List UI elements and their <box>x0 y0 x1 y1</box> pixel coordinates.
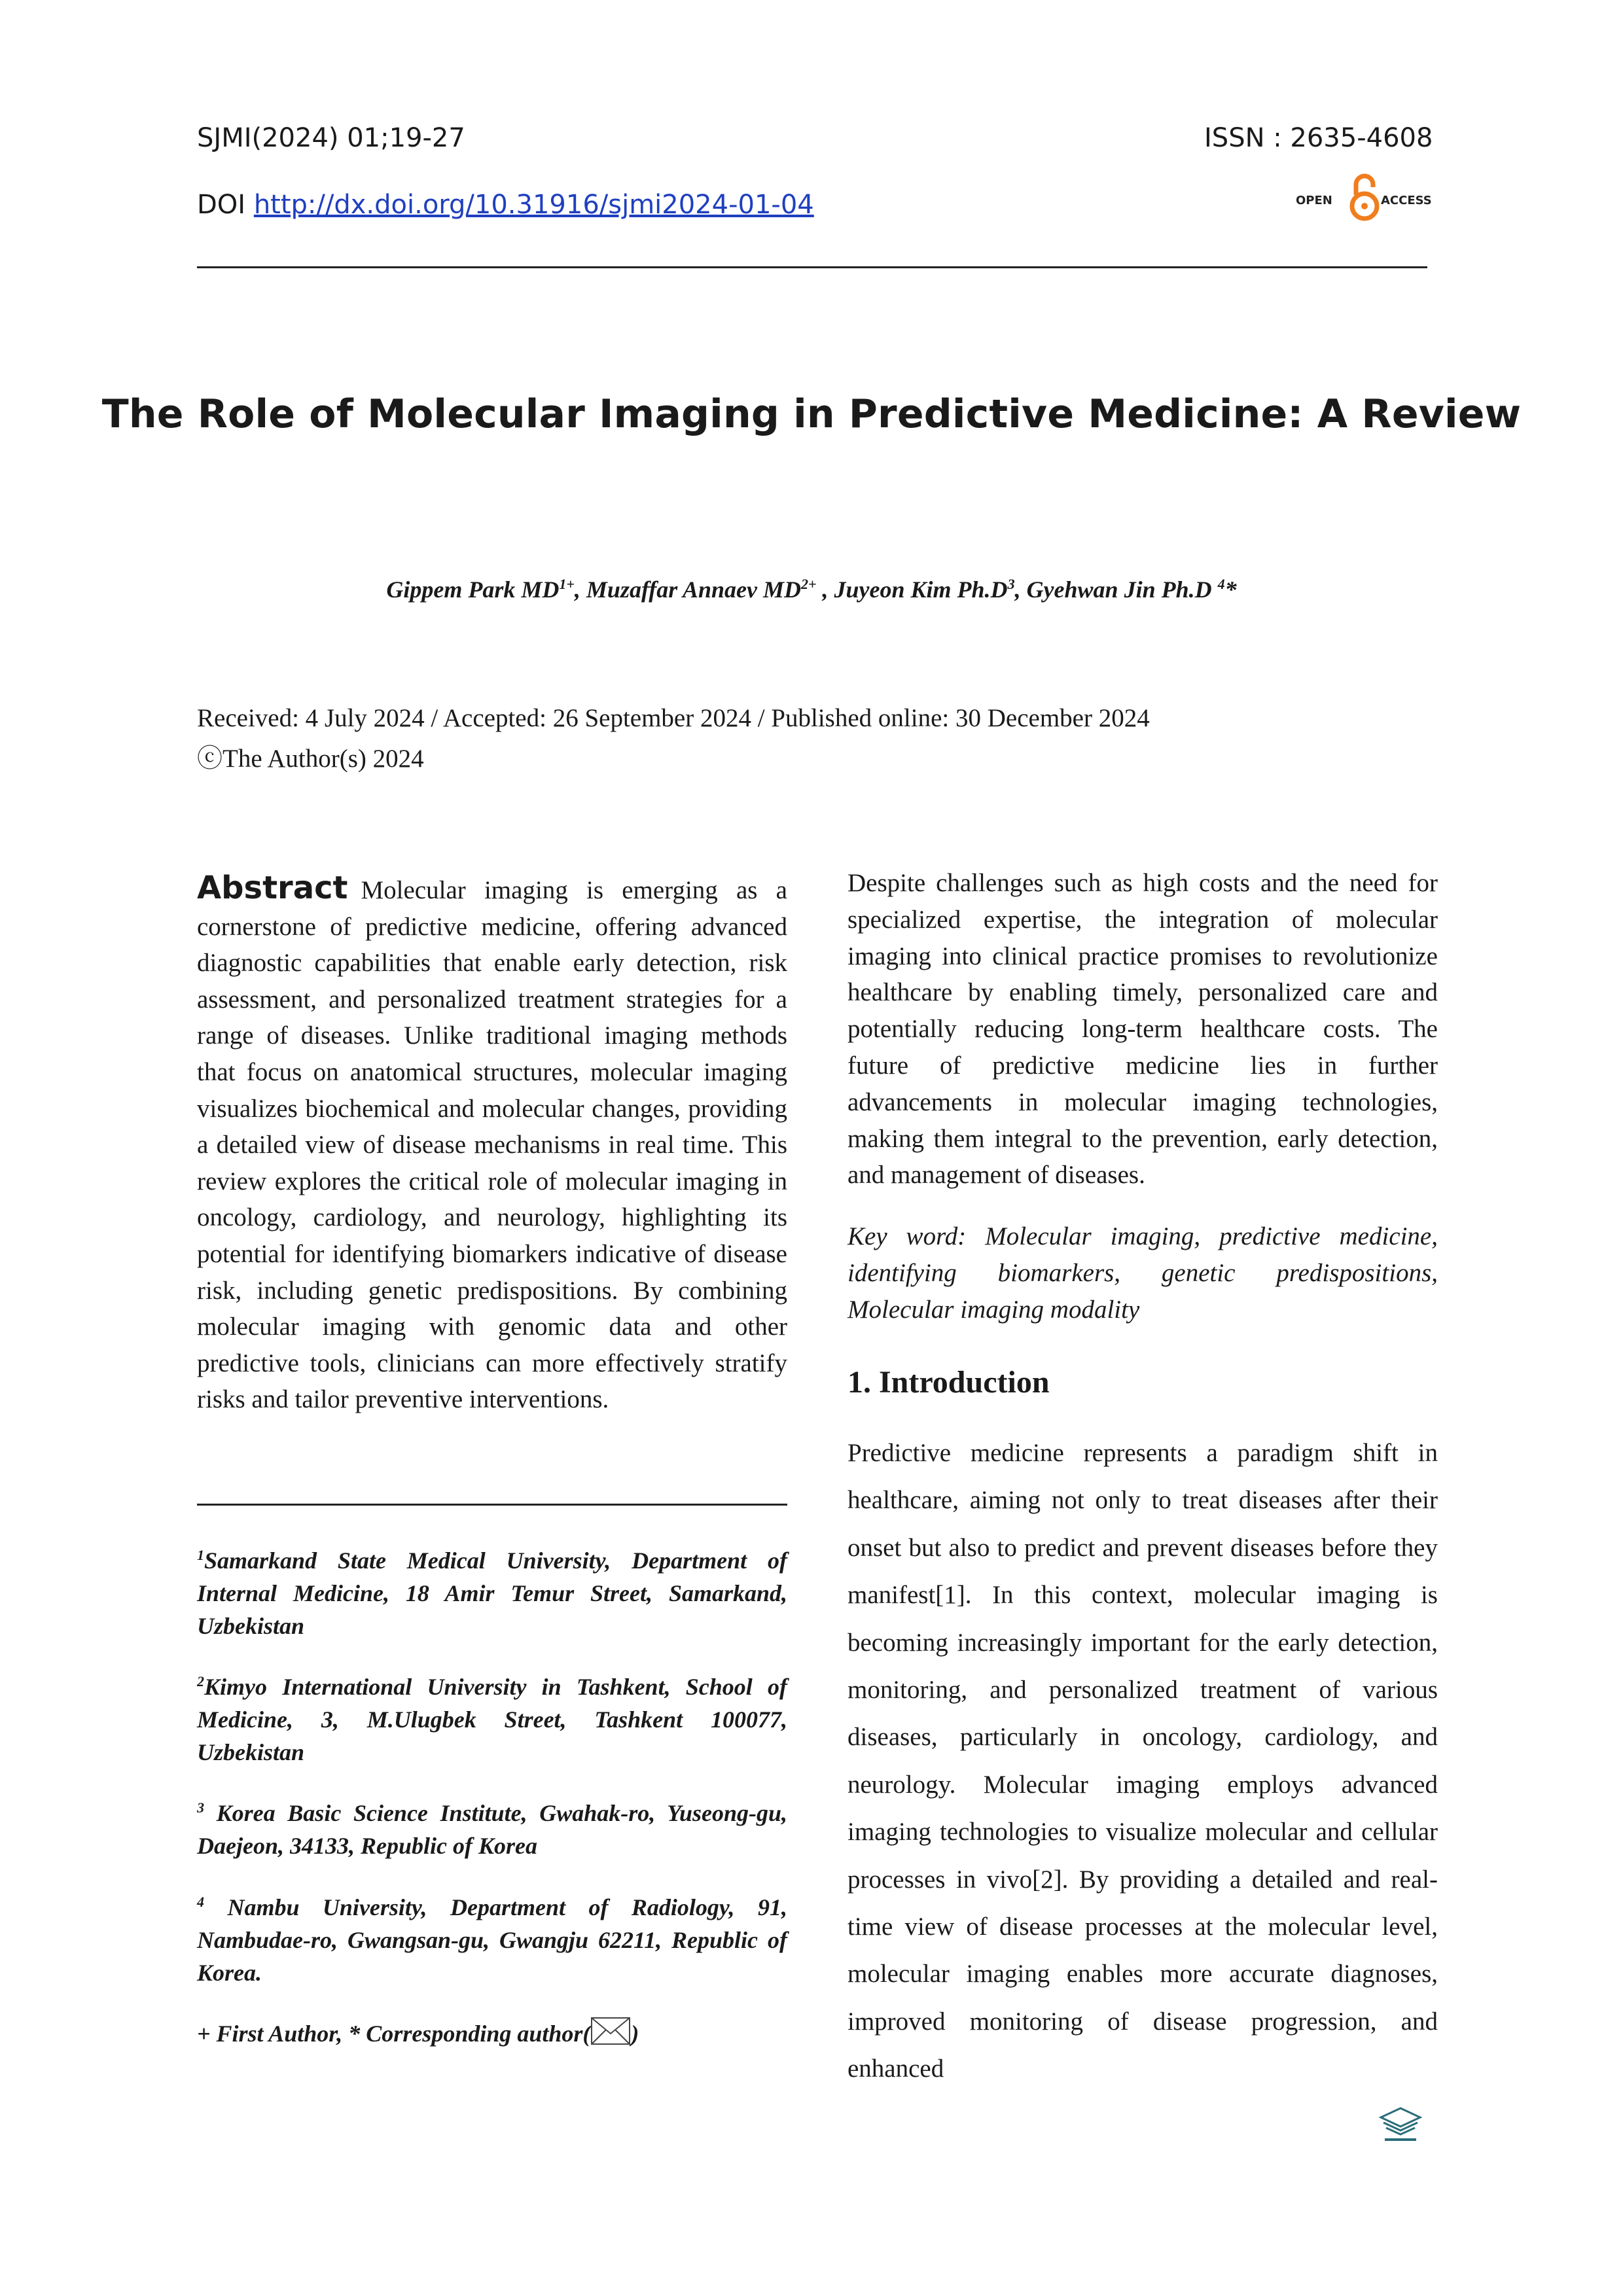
open-access-logo <box>1296 170 1433 222</box>
footnote-divider <box>197 1504 787 1506</box>
abstract-paragraph <box>197 870 787 1418</box>
abstract-heading: Abstract <box>197 870 348 906</box>
section-heading-introduction: 1. Introduction <box>847 1365 1050 1400</box>
affiliation-1 <box>197 1539 787 1642</box>
header-divider <box>197 266 1427 268</box>
issn: ISSN : 2635-4608 <box>1204 123 1433 153</box>
abstract-text: Molecular imaging is emerging as a cornerstone of predictive medicine, offering advanced diagnostic capabilities that enable early detection, risk assessment, and personalized treatment strategies for a range of diseases. Unlike traditional imaging methods that focus on anatomical structures, molecular imaging visualizes biochemical and molecular changes, providing a detailed view of disease mechanisms in real time. This review explores the critical role of molecular imaging in oncology, cardiology, and neurology, highlighting its potential for identifying biomarkers indicative of disease risk, including genetic predispositions. By combining molecular imaging with genomic data and other predictive tools, clinicians can more effectively stratify risks and tailor preventive interventions. <box>197 876 787 1414</box>
introduction-text: Predictive medicine represents a paradigm shift in healthcare, aiming not only to treat diseases after their onset but also to predict and prevent diseases before they manifest[1]. In this context, molecular imaging is becoming increasingly important for the early detection, monitoring, and personalized treatment of various diseases, particularly in oncology, cardiology, and neurology. Molecular imaging employs advanced imaging technologies to visualize molecular and cellular processes in vivo[2]. By providing a detailed and real-time view of disease processes at the molecular level, molecular imaging enables more accurate diagnoses, improved monitoring of disease progression, and enhanced <box>847 1439 1438 2083</box>
author-affiliation-mark: 3 <box>1007 576 1015 592</box>
affiliation-text: Samarkand State Medical University, Department of Internal Medicine, 18 Amir Temur Street, Samarkand, Uzbekistan <box>197 1547 787 1639</box>
corresponding-author-note <box>197 2017 787 2047</box>
open-access-right-text: ACCESS <box>1381 194 1432 207</box>
author-list <box>0 576 1623 603</box>
affiliation-4 <box>197 1886 787 1989</box>
affiliation-2 <box>197 1665 787 1769</box>
mail-icon[interactable] <box>590 2017 631 2045</box>
author-name: Gyehwan Jin Ph.D <box>1026 576 1218 603</box>
author-separator: , <box>1014 576 1027 603</box>
author-separator: * <box>1224 576 1237 603</box>
author-name: Juyeon Kim Ph.D <box>834 576 1008 603</box>
doi-label: DOI <box>197 190 246 220</box>
corresponding-suffix: ) <box>631 2021 639 2047</box>
affiliation-text: Kimyo International University in Tashkent, School of Medicine, 3, M.Ulugbek Street, Tashkent 100077, Uzbekistan <box>197 1674 787 1765</box>
keywords: Key word: Molecular imaging, predictive medicine, identifying biomarkers, genetic predispositions, Molecular imaging modality <box>847 1222 1438 1324</box>
abstract-continuation: Despite challenges such as high costs and the need for specialized expertise, the integration of molecular imaging into clinical practice promises to revolutionize healthcare by enabling timely, personalized care and potentially reducing long-term healthcare costs. The future of predictive medicine lies in further advancements in molecular imaging technologies, making them integral to the prevention, early detection, and management of diseases. <box>847 869 1438 1190</box>
publisher-logo-icon <box>1374 2106 1427 2145</box>
author-separator: , <box>574 576 586 603</box>
affiliation-text: Nambu University, Department of Radiology, 91, Nambudae-ro, Gwangsan-gu, Gwangju 62211, Republic of Korea. <box>197 1894 787 1986</box>
copyright-notice: ⓒThe Author(s) 2024 <box>197 745 424 773</box>
author-affiliation-mark: 4 <box>1217 576 1225 592</box>
author-separator: , <box>816 576 834 603</box>
affiliation-mark: 3 <box>197 1799 204 1816</box>
corresponding-prefix: + First Author, * Corresponding author( <box>197 2021 591 2047</box>
affiliation-mark: 1 <box>197 1547 204 1563</box>
doi-line <box>197 190 814 220</box>
paper-title: The Role of Molecular Imaging in Predictive Medicine: A Review <box>101 391 1522 437</box>
publication-dates: Received: 4 July 2024 / Accepted: 26 September 2024 / Published online: 30 December 2024 <box>197 704 1150 732</box>
affiliation-mark: 4 <box>197 1894 204 1910</box>
affiliation-mark: 2 <box>197 1673 204 1689</box>
open-access-lock-icon <box>1352 176 1377 219</box>
author-name: Gippem Park MD <box>386 576 560 603</box>
affiliation-3 <box>197 1792 787 1862</box>
doi-link[interactable]: http://dx.doi.org/10.31916/sjmi2024-01-04 <box>253 190 814 220</box>
author-affiliation-mark: 1+ <box>559 576 575 592</box>
author-affiliation-mark: 2+ <box>800 576 817 592</box>
author-name: Muzaffar Annaev MD <box>586 576 801 603</box>
open-access-left-text: OPEN <box>1296 194 1332 207</box>
affiliation-text: Korea Basic Science Institute, Gwahak-ro, Yuseong-gu, Daejeon, 34133, Republic of Korea <box>197 1800 787 1859</box>
journal-reference: SJMI(2024) 01;19-27 <box>197 123 465 153</box>
